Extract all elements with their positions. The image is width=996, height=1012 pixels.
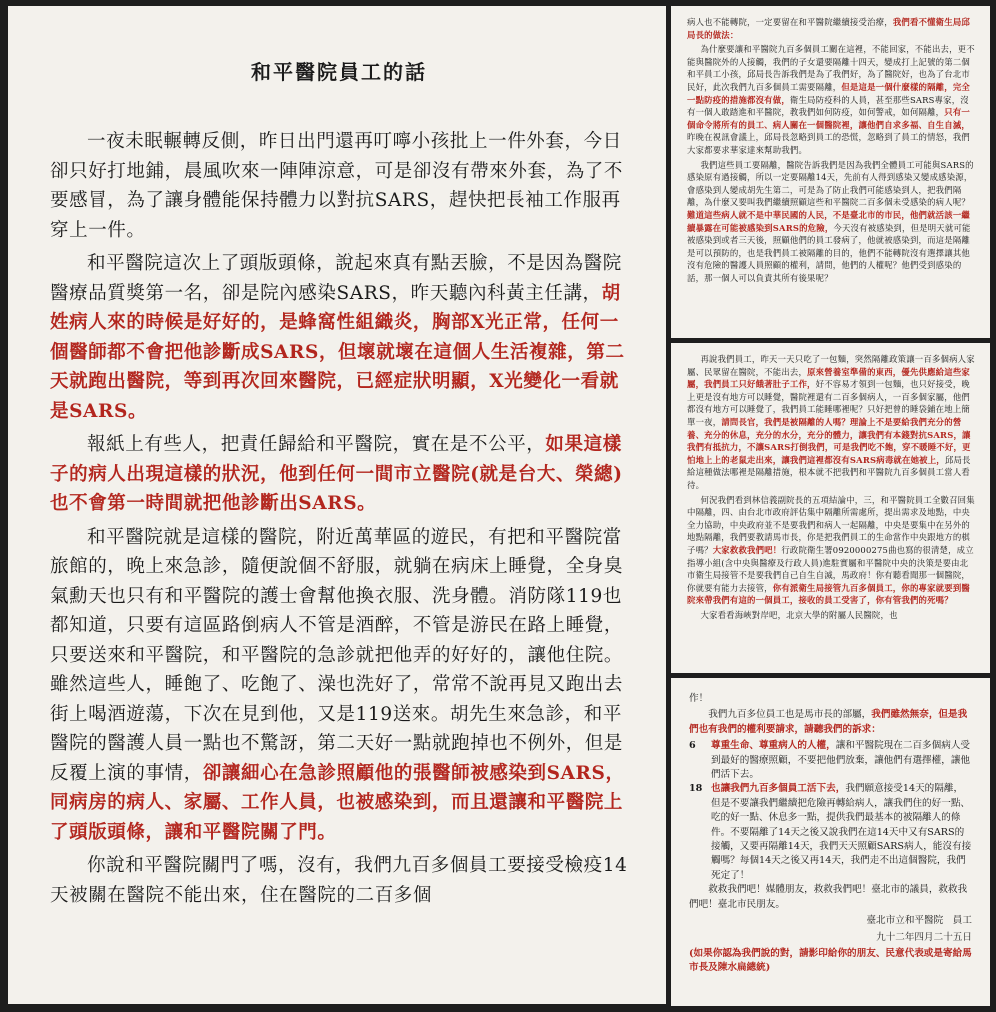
main-letter-page	[8, 6, 666, 1004]
text: 我們這些員工要隔離，醫院告訴我們是因為我們全體員工可能與SARS的感染原有過接觸，所以一定要隔離14天，先前有人得到感染又變成感染源，會感染到人變成胡先生第二，可是為了防止我們可能感染到人，把我們隔離，為什麼又要叫我們繼續照顧這些和平醫院二百多個未受感染的病人呢？	[687, 159, 974, 208]
page3-paragraph-2	[687, 494, 976, 607]
highlight: 但是這是一個什麼樣的隔離，完全一點防疫的措施都沒有做，	[687, 81, 970, 105]
page2-line-1-highlight: 我們看不懂衛生局邱局長的做法：	[687, 17, 970, 40]
highlight: 原來營養室準備的東西，優先供應給這些家屬，我們員工只好餓著肚子工作，	[687, 366, 970, 390]
highlight: 我們雖然無奈，但是我們也有我們的權利要請求，請聽我們的訴求：	[689, 709, 968, 735]
highlight: 請問長官，我們是被隔離的人嗎？理論上不是要給我們充分的營養、充分的休息，充分的水分，充分的體力，讓我們有本錢對抗SARS，讓我們有抵抗力，不讓SARS打倒我們，可是我們吃不飽，穿不暖睡不好，更怕地上上的老鼠走出來，讓我們這裡都沒有SARS病毒就在她被上，	[687, 416, 971, 465]
paragraph-5: 你說和平醫院關門了嗎，沒有，我們九百多個員工要接受檢疫14天被關在醫院不能出來，住在醫院的二百多個	[50, 855, 628, 906]
text: 我們願意接受14天的隔離，但是不要讓我們繼續把危險再轉給病人，讓我們住的好一點、吃的好一點、休息多一點，提供我們最基本的被隔離人的條件。不要隔離了14天之後又說我們在這14天中又有SARS的接觸，又要再隔離14天，我們天天照顧SARS病人，能沒有接觸嗎？每個14天之後又再14天，我們走不出這個醫院，我們死定了！	[711, 783, 972, 881]
page4-paragraph-1	[689, 708, 972, 737]
page3-paragraph-1	[687, 353, 976, 492]
demand-item-6	[689, 739, 972, 782]
text: 何況我們看到林信義副院長的五項結論中，三，和平醫院員工全數召回集中隔離，四、由台北市政府評估集中隔離所需處所，提出需求及地點，中央全力協助，中央政府並不是要我們和病人一起隔離，中央是要集中在另外的地點隔離，我們要教請馬市長，你是把我們員工的生命當作中央跟地方的棋子嗎？	[687, 494, 975, 555]
highlight: 尊重生命、尊重病人的人權，	[711, 740, 836, 752]
text: 行政院衛生署0920000275曲也寫的很清楚，成立指導小組(含中央與醫療及行政人員)進駐實屬和平醫院中央的決策是要由北市衛生局接管不是要我們自己自生自滅，馬政府！你有聽看聞那一個醫院，你就要有能力去接管，	[687, 544, 974, 593]
paragraph-3-text: 報紙上有些人，把責任歸給和平醫院，實在是不公平，	[87, 434, 546, 455]
paragraph-2-text: 和平醫院這次上了頭版頭條，說起來真有點丟臉，不是因為醫院醫療品質獎第一名，卻是院內感染SARS，昨天聽內科黃主任講，	[50, 253, 622, 304]
highlight: 大家救救我們吧！	[712, 544, 782, 555]
signature-hospital: 臺北市立和平醫院 員工	[866, 915, 972, 927]
text: 今天沒有被感染到，但是明天就可能被感染到或者三天後，照顧他們的員工發病了，他就被感染到，而這是隔離是可以預防的，也是我們員工被隔離的目的，他們不能轉院沒有選擇讓其他沒有危險的醫護人員照顧的權利，請問，他們的人權呢？他們受到感染的話，那一個人可以負責其所有後果呢？	[687, 222, 971, 283]
page2-paragraph-2	[687, 43, 976, 156]
paragraph-2	[50, 249, 628, 426]
text: 再說我們員工，昨天一天只吃了一包麵，突然隔離政策讓一百多個病人家屬、民眾留在醫院，不能出去，	[687, 354, 975, 377]
footnote: (如果你認為我們說的對，請影印給你的朋友、民意代表或是寄給馬市長及陳水扁總統)	[689, 947, 972, 974]
letter-page-4	[671, 678, 990, 1006]
text: 好不容易才領到一包麵，也只好接受，晚上更是沒有地方可以睡覺，醫院裡還有二百多個病人，一百多個家屬，他們都沒有地方可以睡覺了，我們員工能睡哪裡呢？只好把曾的睡袋鋪在地上簡單一夜，	[687, 379, 970, 427]
paragraph-3	[50, 430, 628, 519]
letter-page-2	[671, 6, 990, 338]
page-title: 和平醫院員工的話	[251, 60, 427, 84]
text: 衛生局防疫科的人員，甚至那些SARS專家，沒有一個人敢踏進和平醫院，教我們如何防疫，如何警戒，如何隔離，	[687, 94, 969, 118]
paragraph-3-highlight: 如果這樣子的病人出現這樣的狀況，他到任何一間市立醫院(就是台大、榮總)也不會第一時間就把他診斷出SARS。	[50, 434, 623, 514]
page2-line-1-text: 病人也不能轉院，一定要留在和平醫院繼續接受治療，	[687, 17, 893, 27]
item-text	[711, 782, 972, 883]
highlight: 難道這些病人就不是中華民國的人民，不是臺北市的市民，他們就活該一繼續暴露在可能被感染到SARS的危險，	[687, 209, 970, 233]
page4-line-0: 作！	[689, 693, 709, 704]
text: 為什麼要讓和平醫院九百多個員工關在這裡，不能回家，不能出去，更不能與醫院外的人接觸，我們的子女還要隔離十四天，變成打上記號的第二個和平員工小孩，邱局長告訴我們是為了我們好，為了醫院好，也為了台北市民好，此次我們九百多個員工需要隔離，	[687, 44, 975, 92]
page4-appeal: 救救我們吧！媒體朋友，救救我們吧！臺北市的議員，救救我們吧！臺北市民朋友。	[689, 884, 968, 910]
page2-line-1	[687, 16, 976, 41]
paragraph-4-highlight: 卻讓細心在急診照顧他的張醫師被感染到SARS，同病房的病人、家屬、工作人員，也被感染到，而且還讓和平醫院上了頭版頭條，讓和平醫院關了門。	[50, 762, 625, 843]
text: 我們九百多位員工也是馬市長的部屬，	[708, 709, 872, 721]
text: 邱局長給這種做法哪裡是隔離措施，根本就不把我們和平醫院九百多個員工當人看待。	[687, 454, 971, 490]
highlight: 你有派衛生局接管九百多個員工，你的專家就要到醫院來帶我們有這的一個員工，接收的員工受害了，你有管我們的死嗎？	[687, 582, 970, 606]
text: 昨晚在視訊會議上，邱局長忽略到員工的恐慌，忽略到了員工的情怒，我們大家都要求華家達來幫助我們。	[687, 132, 970, 155]
paragraph-4	[50, 523, 628, 848]
paragraph-2-highlight: 胡姓病人來的時候是好好的，是蜂窩性組織炎，胸部X光正常，任何一個醫師都不會把他診斷成SARS，但壞就壞在這個人生活複雜，第二天就跑出醫院，等到再次回來醫院，已經症狀明顯，X光變化一看就是SARS。	[50, 282, 625, 422]
signature-date: 九十二年四月二十五日	[876, 931, 972, 943]
page3-paragraph-3: 大家看看海峽對岸吧，北京大學的附屬人民醫院，也	[700, 609, 898, 620]
text: 讓和平醫院現在二百多個病人受到最好的醫療照顧，不要把他們放棄，讓他們有選擇權，讓他們活下去。	[711, 740, 971, 781]
demand-item-18	[689, 782, 972, 883]
item-number: 18	[689, 783, 703, 795]
paragraph-4-text: 和平醫院就是這樣的醫院，附近萬華區的遊民，有把和平醫院當旅館的，晚上來急診，隨便說個不舒服，就躺在病床上睡覺，全身臭氣勳天也只有和平醫院的護士會幫他換衣服、洗身體。消防隊119也都知道，只要有這區路倒病人不管是酒醉，不管是游民在路上睡覺，只要送來和平醫院，和平醫院的急診就把他弄的好好的，讓他住院。雖然這些人，睡飽了、吃飽了、澡也洗好了，常常不說再見又跑出去街上喝酒遊蕩，下次在見到他，又是119送來。胡先生來急診，和平醫院的醫護人員一點也不驚訝，第二天好一點就跑掉也不例外，但是反覆上演的事情，	[50, 526, 624, 784]
item-number: 6	[689, 740, 696, 752]
item-text	[711, 739, 972, 782]
page2-paragraph-3	[687, 159, 976, 285]
highlight: 只有一個命令將所有的員工、病人關在一個醫院裡，讓他們自求多福、自生自滅，	[687, 107, 970, 130]
letter-page-3	[671, 343, 990, 673]
paragraph-1: 一夜未眠輾轉反側，昨日出門還再叮嚀小孩批上一件外套，今日卻只好打地鋪，晨風吹來一陣陣涼意，可是卻沒有帶來外套，為了不要感冒，為了讓身體能保持體力以對抗SARS，趕快把長袖工作服再穿上一件。	[50, 131, 624, 241]
highlight: 也讓我們九百多個員工活下去，	[711, 783, 846, 795]
